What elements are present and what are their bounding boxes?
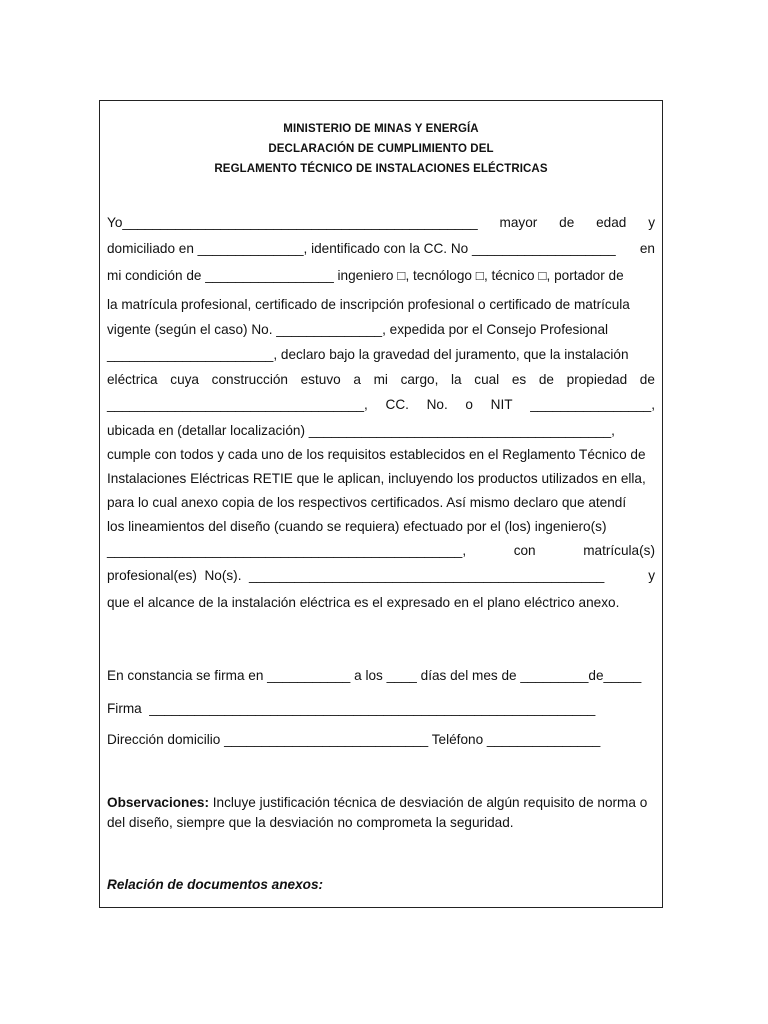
body-line-8-segment: __________________________________, <box>107 397 368 412</box>
body-line-8-segment: NIT <box>490 397 513 412</box>
body-line-7-segment: eléctrica <box>107 372 158 387</box>
body-line-3-segment: mi condición de _________________ ingeniero □, tecnólogo □, técnico □, portador de <box>107 268 624 283</box>
header-declaration: DECLARACIÓN DE CUMPLIMIENTO DEL <box>268 143 494 155</box>
body-line-12 <box>107 495 655 510</box>
body-line-11 <box>107 471 655 486</box>
body-line-6 <box>107 347 655 362</box>
signature-place-date-line: En constancia se firma en ___________ a los ____ días del mes de _________de_____ <box>107 668 642 683</box>
body-line-8-segment: o <box>465 397 473 412</box>
body-line-1-segment: Yo_______________________________________________ <box>107 215 478 230</box>
address-phone-line: Dirección domicilio ___________________________ Teléfono _______________ <box>107 732 601 747</box>
body-line-2-segment: en <box>639 241 655 256</box>
body-line-14-segment: _______________________________________________, <box>107 543 467 558</box>
body-line-10-segment: cumple con todos y cada uno de los requisitos establecidos en el Reglamento Técnico de <box>107 447 646 462</box>
body-line-8-segment: No. <box>426 397 448 412</box>
body-line-5 <box>107 322 655 337</box>
body-line-1-segment: de <box>559 215 575 230</box>
body-line-3 <box>107 268 655 283</box>
observations-text-1: Incluye justificación técnica de desviación de algún requisito de norma o <box>209 795 648 810</box>
body-line-7-segment: cual <box>474 372 500 387</box>
body-line-7-segment: mi <box>373 372 388 387</box>
body-line-7 <box>107 372 655 387</box>
body-line-5-segment: vigente (según el caso) No. ______________, expedida por el Consejo Profesional <box>107 322 609 337</box>
body-line-14-segment: con <box>513 543 536 558</box>
body-line-1-segment: y <box>648 215 655 230</box>
body-line-2-segment: domiciliado en ______________, identificado con la CC. No ___________________ <box>107 241 616 256</box>
body-line-7-segment: de <box>639 372 655 387</box>
body-line-7-segment: de <box>538 372 554 387</box>
body-line-4-segment: la matrícula profesional, certificado de inscripción profesional o certificado de matrícula <box>107 297 630 312</box>
annexes-label: Relación de documentos anexos: <box>107 877 324 892</box>
body-line-1-segment: edad <box>596 215 627 230</box>
body-line-7-segment: construcción <box>211 372 288 387</box>
body-line-9-segment: ubicada en (detallar localización) ________________________________________, <box>107 423 615 438</box>
signature-line: Firma ___________________________________________________________ <box>107 701 596 716</box>
body-line-8 <box>107 397 655 412</box>
observations-text-2: del diseño, siempre que la desviación no comprometa la seguridad. <box>107 815 514 830</box>
document-frame <box>99 100 663 908</box>
body-line-15-segment: y <box>648 568 655 583</box>
body-line-6-segment: ______________________, declaro bajo la gravedad del juramento, que la instalación <box>107 347 629 362</box>
body-line-11-segment: Instalaciones Eléctricas RETIE que le aplican, incluyendo los productos utilizados en ella, <box>107 471 646 486</box>
body-line-14-segment: matrícula(s) <box>583 543 655 558</box>
observations-line-1 <box>107 795 655 810</box>
body-line-7-segment: estuvo <box>300 372 341 387</box>
body-line-4 <box>107 297 655 312</box>
body-line-16: que el alcance de la instalación eléctrica es el expresado en el plano eléctrico anexo. <box>107 595 620 610</box>
body-line-8-segment: ________________, <box>530 397 655 412</box>
observations-label: Observaciones: <box>107 795 209 810</box>
body-line-1 <box>107 215 655 230</box>
body-line-1-segment: mayor <box>499 215 538 230</box>
body-line-8-segment: CC. <box>385 397 409 412</box>
body-line-15 <box>107 568 655 583</box>
body-line-9 <box>107 423 655 438</box>
header-ministry: MINISTERIO DE MINAS Y ENERGÍA <box>283 123 479 135</box>
body-line-7-segment: cargo, <box>400 372 439 387</box>
body-line-10 <box>107 447 655 462</box>
body-line-13 <box>107 519 655 534</box>
body-line-7-segment: la <box>451 372 462 387</box>
body-line-13-segment: los lineamientos del diseño (cuando se requiera) efectuado por el (los) ingeniero(s) <box>107 519 607 534</box>
body-line-7-segment: es <box>511 372 527 387</box>
body-line-15-segment: profesional(es) No(s). _______________________________________________ <box>107 568 605 583</box>
body-line-7-segment: a <box>353 372 361 387</box>
header-regulation: REGLAMENTO TÉCNICO DE INSTALACIONES ELÉCTRICAS <box>214 163 548 175</box>
body-line-7-segment: cuya <box>170 372 199 387</box>
body-line-14 <box>107 543 655 558</box>
body-line-2 <box>107 241 655 256</box>
body-line-7-segment: propiedad <box>566 372 628 387</box>
body-line-12-segment: para lo cual anexo copia de los respectivos certificados. Así mismo declaro que atendí <box>107 495 627 510</box>
